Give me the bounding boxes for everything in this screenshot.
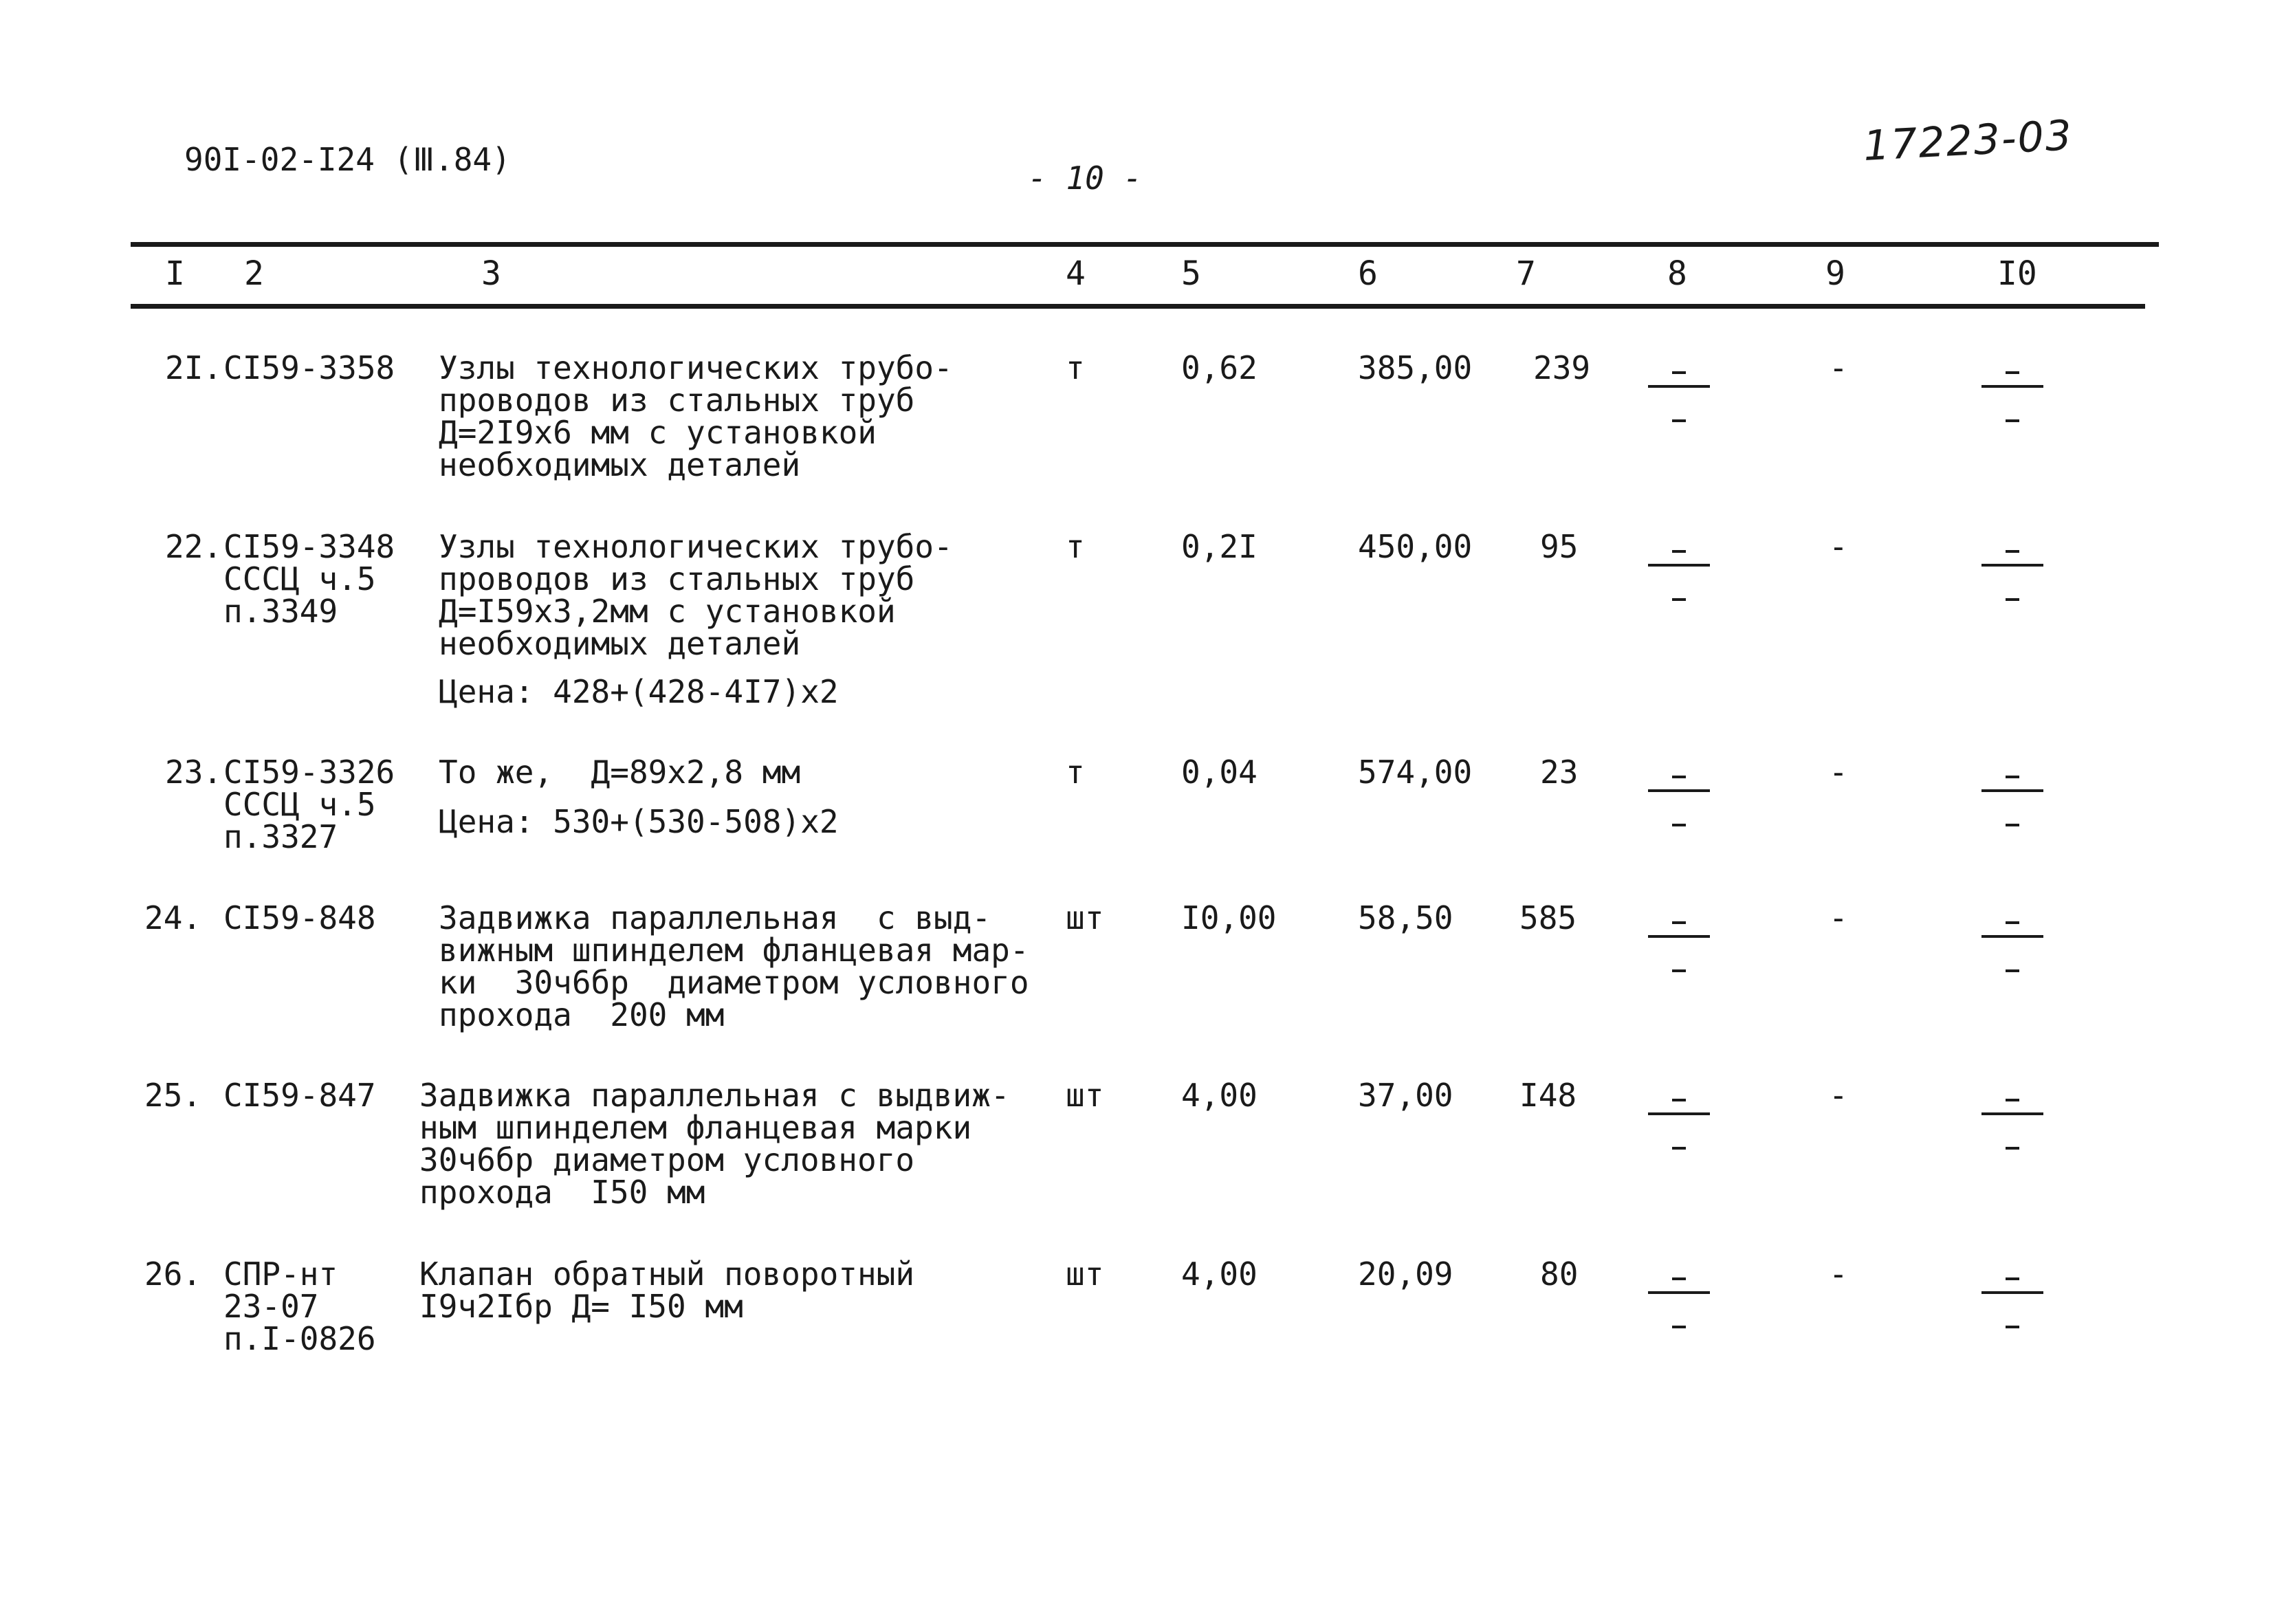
row-number: 24. <box>144 899 202 936</box>
row-number: 22. <box>165 528 223 565</box>
row-number: 25. <box>144 1077 202 1114</box>
column-header-8: 8 <box>1667 254 1687 293</box>
column-header-7: 7 <box>1516 254 1536 293</box>
unit-price: 450,00 <box>1358 528 1473 565</box>
price-formula: Цена: 530+(530-508)x2 <box>439 803 839 840</box>
column-9-value: - <box>1829 528 1848 565</box>
column-header-2: 2 <box>244 254 264 293</box>
quantity: 4,00 <box>1181 1077 1258 1114</box>
unit: т <box>1066 754 1085 791</box>
total-cost: 239 <box>1533 349 1591 386</box>
unit: т <box>1066 349 1085 386</box>
item-description: Узлы технологических трубо- проводов из стальных труб Д=2I9x6 мм с установкой необходимых деталей <box>439 349 953 483</box>
column-header-4: 4 <box>1066 254 1086 293</box>
unit-price: 574,00 <box>1358 754 1473 791</box>
rate-code: CI59-847 <box>223 1077 376 1114</box>
column-header-3: 3 <box>481 254 501 293</box>
rate-code: СПР-нт 23-07 п.I-0826 <box>223 1255 376 1357</box>
column-header-9: 9 <box>1825 254 1845 293</box>
unit: т <box>1066 528 1085 565</box>
total-cost: 80 <box>1540 1255 1579 1293</box>
column-9-value: - <box>1829 1255 1848 1293</box>
page-number: - 10 - <box>1028 160 1143 197</box>
item-description: Задвижка параллельная с выд- вижным шпинделем фланцевая мар- ки 30ч6бр диаметром условного прохода 200 мм <box>439 899 1029 1033</box>
row-number: 2I. <box>165 349 223 386</box>
quantity: I0,00 <box>1181 899 1277 936</box>
unit-price: 20,09 <box>1358 1255 1453 1293</box>
rate-code: CI59-848 <box>223 899 376 936</box>
total-cost: 23 <box>1540 754 1579 791</box>
item-description: То же, Д=89x2,8 мм <box>439 754 801 791</box>
unit-price: 58,50 <box>1358 899 1453 936</box>
unit: шт <box>1066 899 1104 936</box>
total-cost: 585 <box>1519 899 1577 936</box>
column-9-value: - <box>1829 754 1848 791</box>
table-top-rule <box>131 242 2159 247</box>
total-cost: I48 <box>1519 1077 1577 1114</box>
item-description: Задвижка параллельная с выдвиж- ным шпинделем фланцевая марки 30ч6бр диаметром условного прохода I50 мм <box>419 1077 1010 1211</box>
quantity: 0,04 <box>1181 754 1258 791</box>
column-9-value: - <box>1829 899 1848 936</box>
quantity: 4,00 <box>1181 1255 1258 1293</box>
archive-stamp: 17223-03 <box>1862 111 2074 171</box>
unit: шт <box>1066 1077 1104 1114</box>
quantity: 0,62 <box>1181 349 1258 386</box>
rate-code: CI59-3348 СССЦ ч.5 п.3349 <box>223 528 395 630</box>
column-header-6: 6 <box>1358 254 1378 293</box>
quantity: 0,2I <box>1181 528 1258 565</box>
row-number: 23. <box>165 754 223 791</box>
column-header-1: I <box>165 254 185 293</box>
column-header-5: 5 <box>1181 254 1201 293</box>
item-description: Узлы технологических трубо- проводов из стальных труб Д=I59x3,2мм с установкой необходимых деталей <box>439 528 953 662</box>
unit-price: 37,00 <box>1358 1077 1453 1114</box>
column-9-value: - <box>1829 349 1848 386</box>
total-cost: 95 <box>1540 528 1579 565</box>
rate-code: CI59-3358 <box>223 349 395 386</box>
price-formula: Цена: 428+(428-4I7)x2 <box>439 673 839 710</box>
rate-code: CI59-3326 СССЦ ч.5 п.3327 <box>223 754 395 855</box>
unit: шт <box>1066 1255 1104 1293</box>
item-description: Клапан обратный поворотный I9ч2Iбр Д= I50 мм <box>419 1255 915 1325</box>
column-9-value: - <box>1829 1077 1848 1114</box>
table-header-rule <box>131 304 2145 309</box>
row-number: 26. <box>144 1255 202 1293</box>
column-header-10: I0 <box>1997 254 2037 293</box>
unit-price: 385,00 <box>1358 349 1473 386</box>
document-code: 90I-02-I24 (Ⅲ.84) <box>184 141 511 178</box>
